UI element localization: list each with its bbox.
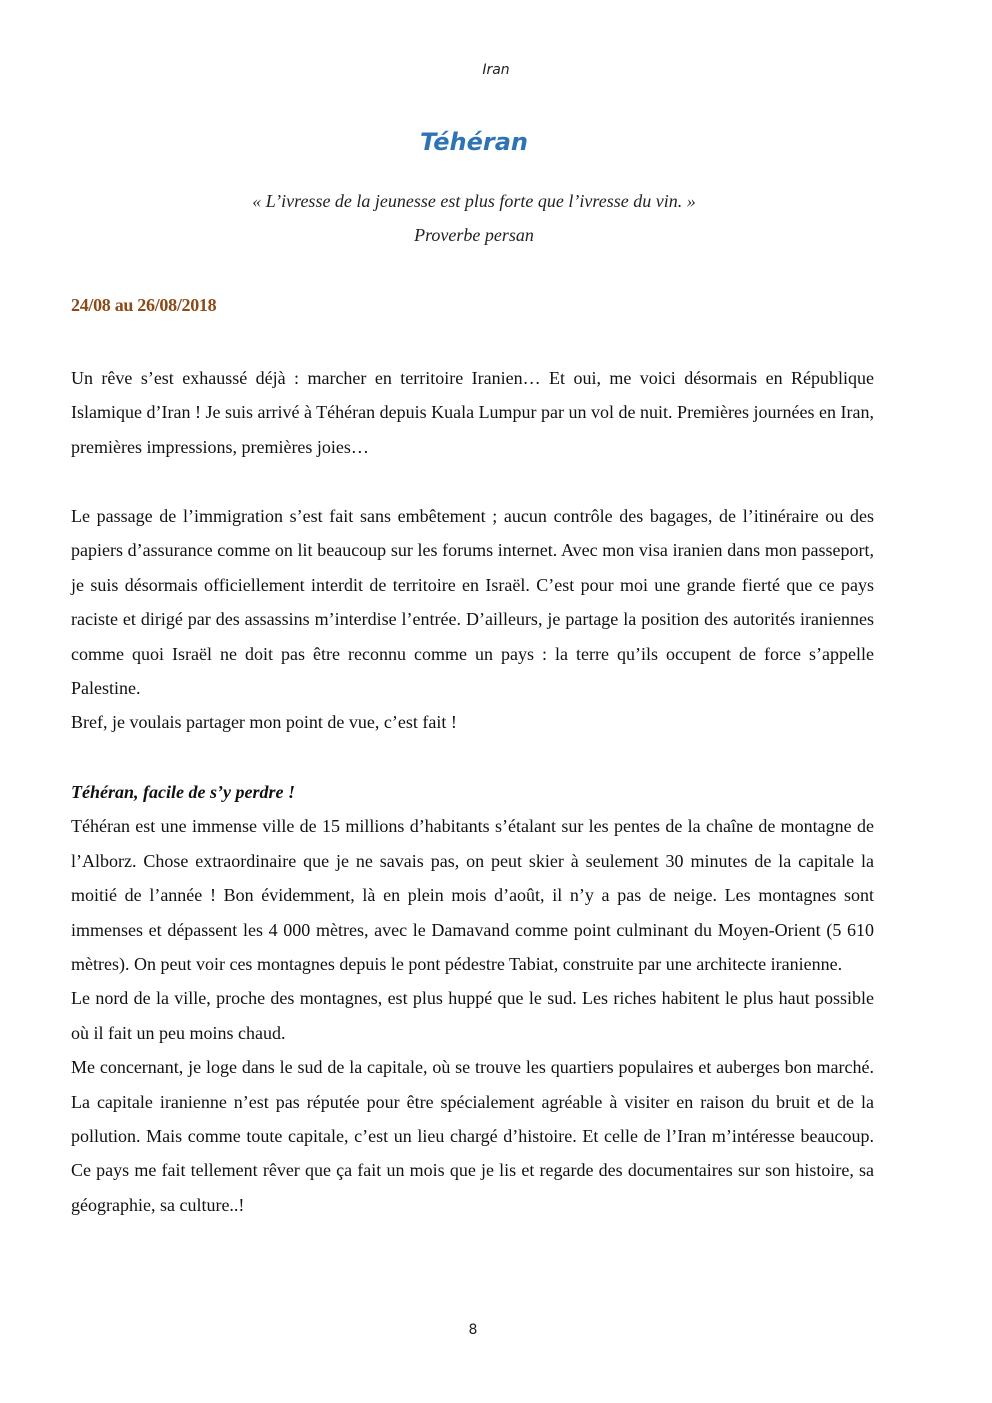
city-paragraph: Téhéran est une immense ville de 15 millions d’habitants s’étalant sur les pentes de la chaîne de montagne de l’Alborz. Chose extraordinaire que je ne savais pas, on peut skier à seulement 30 minutes de la capitale la moitié de l’année ! Bon évidemment, là en plein mois d’août, il n’y a pas de neige. Les montagnes sont immenses et dépassent les 4 000 mètres, avec le Damavand comme point culminant du Moyen-Orient (5 610 mètres). On peut voir ces montagnes depuis le pont pédestre Tabiat, construite par une architecte iranienne. [71, 816, 874, 975]
page-number: 8 [468, 1322, 478, 1338]
epigraph-source: Proverbe persan [414, 225, 534, 245]
opinion-line: Bref, je voulais partager mon point de vue, c’est fait ! [71, 712, 457, 733]
south-paragraph: Me concernant, je loge dans le sud de la capitale, où se trouve les quartiers populaires et auberges bon marché. La capitale iranienne n’est pas réputée pour être spécialement agréable à visiter en raison du bruit et de la pollution. Mais comme toute capitale, c’est un lieu chargé d’histoire. Et celle de l’Iran m’intéresse beaucoup. Ce pays me fait tellement rêver que ça fait un mois que je lis et regarde des documentaires sur son histoire, sa géographie, sa culture..! [71, 1057, 874, 1215]
chapter-title: Téhéran [419, 128, 529, 156]
epigraph [0, 184, 948, 252]
entry-date-heading: 24/08 au 26/08/2018 [71, 295, 217, 315]
intro-paragraph: Un rêve s’est exhaussé déjà : marcher en territoire Iranien… Et oui, me voici désormais en République Islamique d’Iran ! Je suis arrivé à Téhéran depuis Kuala Lumpur par un vol de nuit. Premières journées en Iran, premières impressions, premières joies… [71, 368, 874, 457]
immigration-paragraph: Le passage de l’immigration s’est fait sans embêtement ; aucun contrôle des bagages, de l’itinéraire ou des papiers d’assurance comme on lit beaucoup sur les forums internet. Avec mon visa iranien dans mon passeport, je suis désormais officiellement interdit de territoire en Israël. C’est pour moi une grande fierté que ce pays raciste et dirigé par des assassins m’interdise l’entrée. D’ailleurs, je partage la position des autorités iraniennes comme quoi Israël ne doit pas être reconnu comme un pays : la terre qu’ils occupent de force s’appelle Palestine. [71, 506, 874, 699]
section-subheading: Téhéran, facile de s’y perdre ! [71, 782, 295, 802]
running-header: Iran [482, 62, 510, 78]
intro-section [71, 361, 874, 464]
tehran-section [71, 775, 874, 1222]
immigration-section [71, 499, 874, 740]
epigraph-quote: « L’ivresse de la jeunesse est plus forte que l’ivresse du vin. » [252, 191, 696, 211]
north-paragraph: Le nord de la ville, proche des montagnes, est plus huppé que le sud. Les riches habitent le plus haut possible où il fait un peu moins chaud. [71, 988, 874, 1043]
